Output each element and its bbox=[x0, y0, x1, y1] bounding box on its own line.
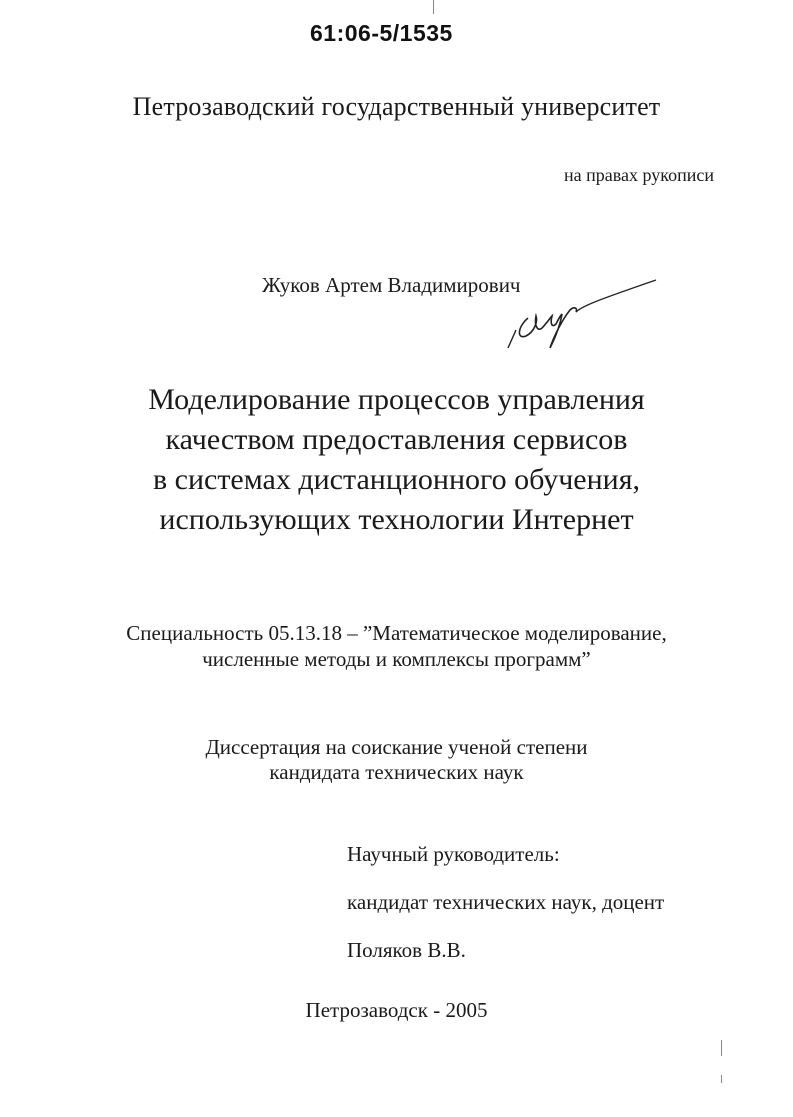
degree-line: кандидата технических наук bbox=[269, 760, 524, 784]
supervisor-block bbox=[347, 842, 664, 986]
author-name: Жуков Артем Владимирович bbox=[262, 273, 521, 297]
library-stamp-code: 61:06-5/1535 bbox=[310, 20, 453, 46]
title-line: Моделирование процессов управления bbox=[148, 383, 645, 416]
speciality-line: Специальность 05.13.18 – ”Математическое моделирование, bbox=[126, 621, 667, 645]
supervisor-name: Поляков В.В. bbox=[347, 938, 466, 962]
dissertation-title bbox=[0, 380, 793, 540]
supervisor-heading: Научный руководитель: bbox=[347, 842, 560, 866]
speciality-line: численные методы и комплексы программ” bbox=[202, 647, 591, 671]
signature-icon bbox=[498, 270, 668, 360]
scan-mark-top bbox=[433, 0, 434, 14]
title-line: использующих технологии Интернет bbox=[159, 503, 634, 536]
university-name: Петрозаводский государственный университет bbox=[132, 92, 661, 121]
scan-mark-bottom bbox=[721, 1040, 722, 1056]
title-line: в системах дистанционного обучения, bbox=[152, 463, 641, 496]
speciality-block bbox=[0, 620, 793, 672]
supervisor-degree: кандидат технических наук, доцент bbox=[347, 890, 665, 914]
title-line: качеством предоставления сервисов bbox=[165, 423, 628, 456]
scan-mark-bottom-2 bbox=[721, 1075, 722, 1083]
city-year: Петрозаводск - 2005 bbox=[305, 998, 488, 1022]
degree-line: Диссертация на соискание ученой степени bbox=[205, 735, 588, 759]
manuscript-note: на правах рукописи bbox=[564, 165, 714, 185]
degree-block bbox=[0, 735, 793, 785]
